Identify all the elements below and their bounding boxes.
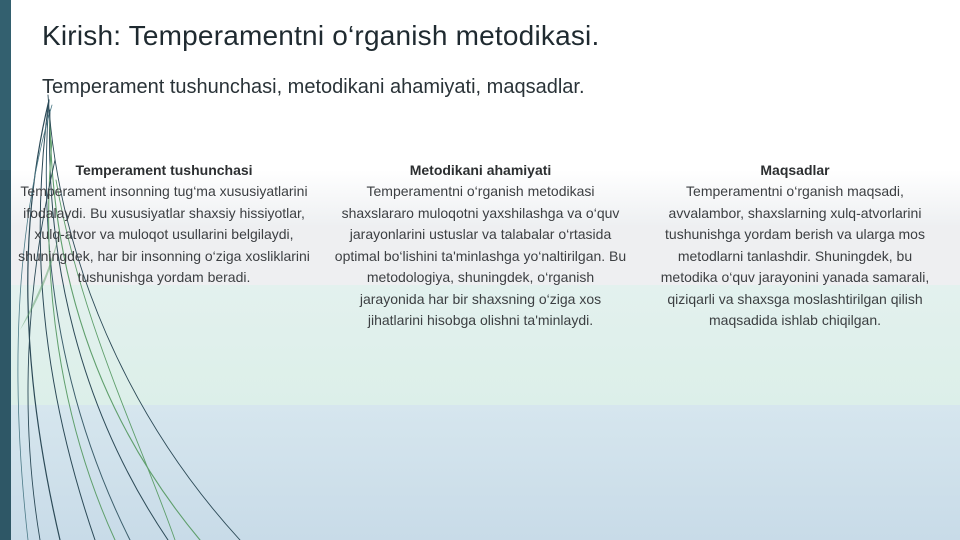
slide-subtitle: Temperament tushunchasi, metodikani ahamiyati, maqsadlar. [42, 76, 585, 98]
column-body: Temperamentni o‘rganish metodikasi shaxslararo muloqotni yaxshilashga va o‘quv jarayonlarini ustuslar va talabalar o‘rtasida optimal bo‘lishini ta'minlashga yo‘naltirilgan. Bu metodologiya, shuningdek, o‘rganish jarayonida har bir shaxsning o‘ziga xos jihatlarini hisobga olishni ta'minlaydi. [334, 183, 627, 328]
column-heading: Temperament tushunchasi [75, 162, 253, 178]
column-temperament-concept [14, 160, 314, 289]
column-body: Temperamentni o‘rganish maqsadi, avvalambor, shaxslarning xulq-atvorlarini tushunishga yordam berish va ularga mos metodlarni tanlashdir. Shuningdek, bu metodika o‘quv jarayonini yanada samarali, qiziqarli va shaxsga moslashtirilgan qilish maqsadida ishlab chiqilgan. [660, 183, 930, 328]
column-heading: Maqsadlar [760, 162, 830, 178]
column-heading: Metodikani ahamiyati [409, 162, 552, 178]
column-body: Temperament insonning tug‘ma xususiyatlarini ifodalaydi. Bu xususiyatlar shaxsiy hissiyotlar, xulq-atvor va muloqot usullarini belgilaydi, shuningdek, har bir insonning o‘ziga xosliklarini tushunishga yordam beradi. [18, 183, 310, 285]
column-methodology-importance [333, 160, 628, 332]
slide-title: Kirish: Temperamentni o‘rganish metodikasi. [42, 20, 600, 51]
column-goals [651, 160, 939, 332]
